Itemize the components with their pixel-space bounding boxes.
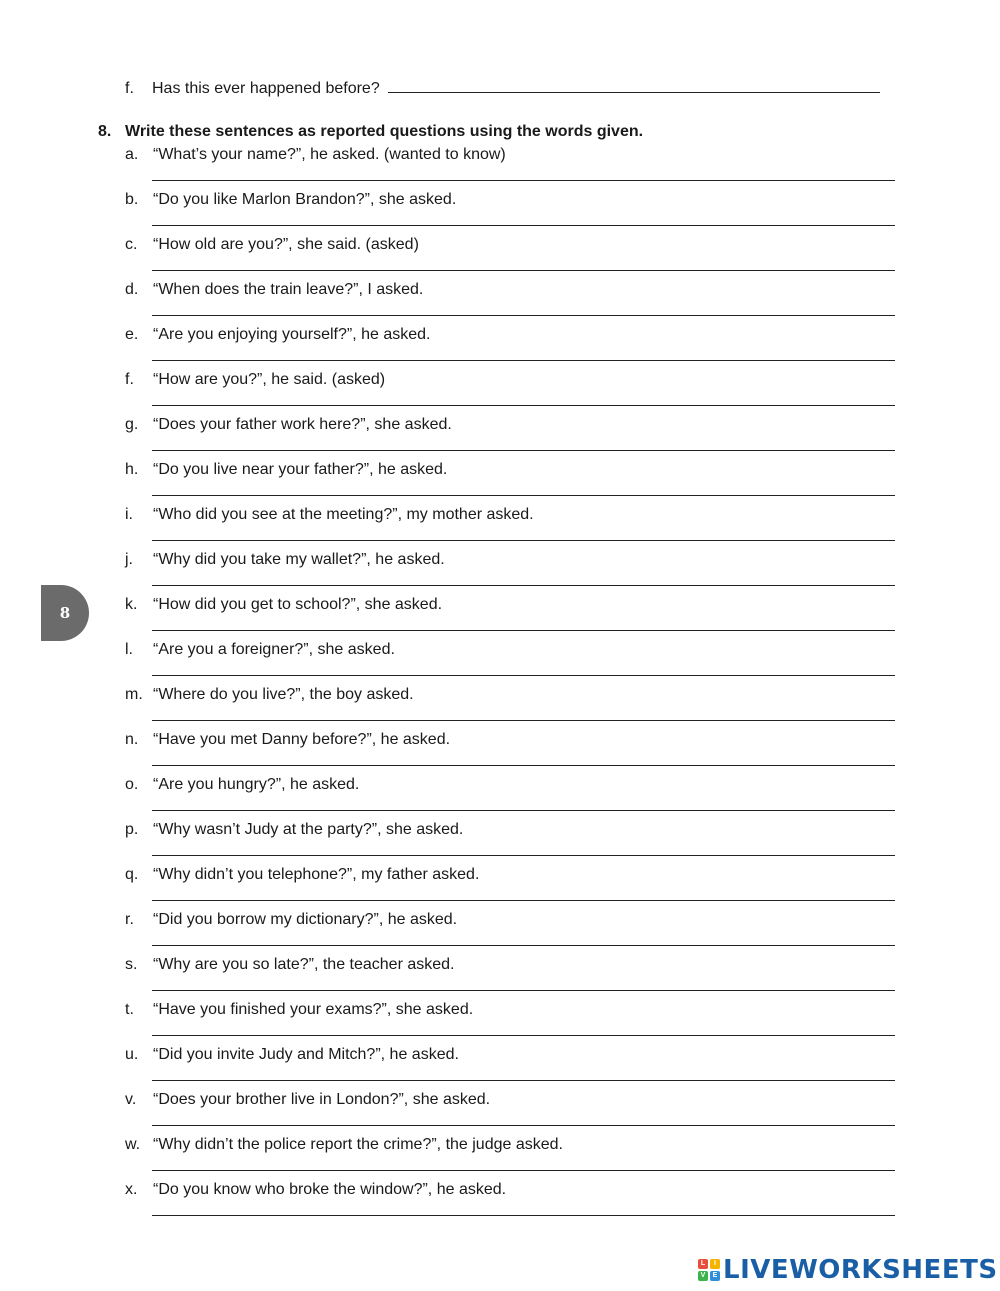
question-item (125, 1001, 897, 1046)
item-letter: q. (125, 866, 139, 883)
question-item (125, 416, 897, 461)
answer-line-input[interactable] (152, 1035, 895, 1036)
item-text: “How are you?”, he said. (asked) (153, 371, 386, 388)
previous-question-f (125, 78, 880, 98)
answer-line-input[interactable] (152, 1170, 895, 1171)
item-letter: j. (125, 551, 133, 568)
question-item (125, 956, 897, 1001)
answer-line-input[interactable] (152, 540, 895, 541)
question-item (125, 236, 897, 281)
item-letter: l. (125, 641, 133, 658)
item-text: Has this ever happened before? (152, 80, 380, 97)
question-item (125, 326, 897, 371)
item-text: “Do you know who broke the window?”, he asked. (153, 1181, 507, 1198)
item-letter: w. (125, 1136, 141, 1153)
item-text: “Are you enjoying yourself?”, he asked. (153, 326, 431, 343)
item-letter: p. (125, 821, 139, 838)
answer-line-input[interactable] (152, 1080, 895, 1081)
answer-line-input[interactable] (152, 810, 895, 811)
item-text: “Did you borrow my dictionary?”, he asked. (153, 911, 458, 928)
item-letter: f. (125, 371, 134, 388)
item-text: “Where do you live?”, the boy asked. (153, 686, 414, 703)
page-number-tab (41, 585, 89, 641)
question-item (125, 1181, 897, 1226)
item-text: “How old are you?”, she said. (asked) (153, 236, 419, 253)
item-text: “How did you get to school?”, she asked. (153, 596, 443, 613)
page-number: 8 (59, 604, 71, 622)
answer-line-input[interactable] (152, 405, 895, 406)
item-letter: h. (125, 461, 139, 478)
item-text: “Why didn’t the police report the crime?”, the judge asked. (153, 1136, 563, 1153)
item-text: “Why are you so late?”, the teacher asked. (153, 956, 455, 973)
logo-mark-square: V (698, 1271, 708, 1281)
item-text: “Are you hungry?”, he asked. (153, 776, 360, 793)
item-text: “Who did you see at the meeting?”, my mother asked. (153, 506, 534, 523)
question-item (125, 281, 897, 326)
item-text: “Why did you take my wallet?”, he asked. (153, 551, 445, 568)
question-item (125, 731, 897, 776)
item-letter: m. (125, 686, 143, 703)
answer-line-input[interactable] (152, 675, 895, 676)
item-letter: o. (125, 776, 139, 793)
answer-line-input[interactable] (152, 360, 895, 361)
answer-line-input[interactable] (152, 225, 895, 226)
section-instruction: Write these sentences as reported questions using the words given. (125, 123, 644, 140)
liveworksheets-logo (698, 1254, 998, 1286)
question-item (125, 1046, 897, 1091)
answer-line-input[interactable] (152, 270, 895, 271)
question-item (125, 596, 897, 641)
item-text: “Have you met Danny before?”, he asked. (153, 731, 451, 748)
item-letter: x. (125, 1181, 138, 1198)
answer-line-input[interactable] (152, 720, 895, 721)
question-item (125, 551, 897, 596)
question-item (125, 1136, 897, 1181)
question-item (125, 371, 897, 416)
item-text: “What’s your name?”, he asked. (wanted to know) (153, 146, 506, 163)
item-text: “Do you like Marlon Brandon?”, she asked. (153, 191, 457, 208)
question-list (125, 146, 897, 1226)
answer-line-input[interactable] (152, 855, 895, 856)
question-item (125, 866, 897, 911)
item-letter: f. (125, 80, 134, 97)
item-letter: e. (125, 326, 139, 343)
answer-line-input[interactable] (152, 765, 895, 766)
question-item (125, 911, 897, 956)
logo-mark-square: E (710, 1271, 720, 1281)
question-item (125, 146, 897, 191)
question-item (125, 686, 897, 731)
answer-line-input[interactable] (152, 990, 895, 991)
item-text: “Have you finished your exams?”, she asked. (153, 1001, 474, 1018)
section-number: 8. (98, 123, 112, 140)
answer-line-input[interactable] (152, 1125, 895, 1126)
question-item (125, 776, 897, 821)
question-item (125, 1091, 897, 1136)
item-text: “Does your brother live in London?”, she asked. (153, 1091, 491, 1108)
item-text: “Are you a foreigner?”, she asked. (153, 641, 395, 658)
item-text: “Do you live near your father?”, he asked. (153, 461, 448, 478)
item-letter: u. (125, 1046, 139, 1063)
answer-line-input[interactable] (152, 945, 895, 946)
question-item (125, 506, 897, 551)
answer-line-input[interactable] (152, 585, 895, 586)
item-letter: n. (125, 731, 139, 748)
item-letter: i. (125, 506, 133, 523)
item-letter: a. (125, 146, 139, 163)
item-letter: t. (125, 1001, 134, 1018)
item-letter: k. (125, 596, 138, 613)
answer-line-input[interactable] (152, 315, 895, 316)
question-item (125, 461, 897, 506)
question-item (125, 191, 897, 236)
item-letter: b. (125, 191, 139, 208)
logo-text: LIVEWORKSHEETS (723, 1255, 998, 1285)
answer-line-input[interactable] (152, 495, 895, 496)
answer-blank[interactable] (388, 78, 880, 93)
item-text: “Did you invite Judy and Mitch?”, he asked. (153, 1046, 459, 1063)
item-text: “When does the train leave?”, I asked. (153, 281, 424, 298)
question-item (125, 821, 897, 866)
answer-line-input[interactable] (152, 630, 895, 631)
logo-mark-square: I (710, 1259, 720, 1269)
answer-line-input[interactable] (152, 450, 895, 451)
item-text: “Does your father work here?”, she asked. (153, 416, 452, 433)
item-letter: d. (125, 281, 139, 298)
item-text: “Why wasn’t Judy at the party?”, she asked. (153, 821, 464, 838)
logo-mark-icon (698, 1259, 720, 1281)
question-item (125, 641, 897, 686)
answer-line-input[interactable] (152, 180, 895, 181)
logo-mark-square: L (698, 1259, 708, 1269)
item-letter: v. (125, 1091, 137, 1108)
answer-line-input[interactable] (152, 1215, 895, 1216)
item-letter: g. (125, 416, 139, 433)
item-letter: r. (125, 911, 134, 928)
section-heading (98, 123, 643, 141)
item-letter: s. (125, 956, 138, 973)
item-letter: c. (125, 236, 138, 253)
answer-line-input[interactable] (152, 900, 895, 901)
item-text: “Why didn’t you telephone?”, my father asked. (153, 866, 480, 883)
